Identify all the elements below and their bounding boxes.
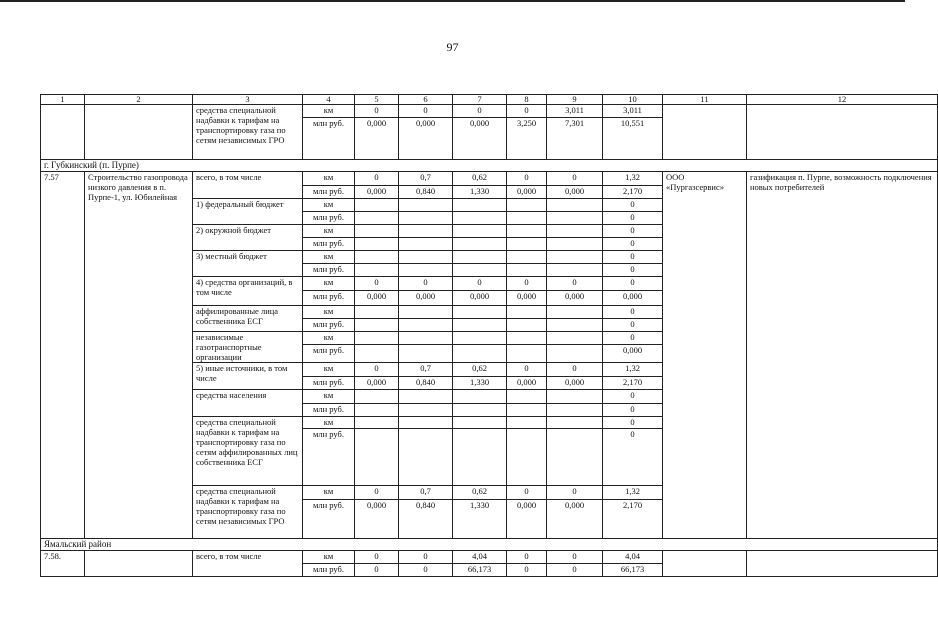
funding-source-label: средства специальной надбавки к тарифам на транспортировку газа по сетям аффилированных лиц собственника ЕСГ bbox=[193, 417, 303, 486]
funding-source-label: средства специальной надбавки к тарифам на транспортировку газа по сетям независимых ГРО bbox=[193, 486, 303, 539]
value-cell bbox=[355, 251, 399, 264]
project-title bbox=[85, 551, 193, 577]
funding-source-label: всего, в том числе bbox=[193, 172, 303, 199]
funding-source-label: независимые газотранспортные организации bbox=[193, 332, 303, 363]
unit-cell: км bbox=[303, 551, 355, 564]
value-cell: 0,62 bbox=[453, 172, 507, 186]
unit-cell: км bbox=[303, 277, 355, 291]
unit-cell: км bbox=[303, 225, 355, 238]
project-goal: газификация п. Пурпе, возможность подключения новых потребителей bbox=[747, 172, 938, 539]
value-cell: 0,000 bbox=[547, 186, 603, 199]
table-row bbox=[41, 551, 938, 564]
item-number: 7.57 bbox=[41, 172, 85, 539]
value-cell: 1,330 bbox=[453, 377, 507, 390]
value-cell: 0,000 bbox=[507, 186, 547, 199]
unit-cell: млн руб. bbox=[303, 500, 355, 539]
value-cell bbox=[453, 345, 507, 363]
top-border-line bbox=[0, 0, 905, 2]
value-cell: 0 bbox=[507, 277, 547, 291]
value-cell bbox=[399, 306, 453, 319]
value-cell: 0 bbox=[603, 238, 663, 251]
section-row bbox=[41, 160, 938, 172]
value-cell bbox=[355, 306, 399, 319]
value-cell bbox=[399, 238, 453, 251]
value-cell bbox=[547, 264, 603, 277]
value-cell: 4,04 bbox=[603, 551, 663, 564]
value-cell: 0 bbox=[355, 172, 399, 186]
column-number-6: 6 bbox=[399, 95, 453, 105]
value-cell bbox=[507, 390, 547, 404]
value-cell: 0 bbox=[453, 105, 507, 118]
unit-cell: км bbox=[303, 251, 355, 264]
value-cell: 0,000 bbox=[603, 345, 663, 363]
operator-organization bbox=[663, 551, 747, 577]
value-cell bbox=[355, 212, 399, 225]
value-cell: 2,170 bbox=[603, 377, 663, 390]
value-cell: 10,551 bbox=[603, 118, 663, 160]
value-cell bbox=[547, 251, 603, 264]
value-cell: 1,32 bbox=[603, 172, 663, 186]
value-cell: 0,000 bbox=[355, 186, 399, 199]
value-cell bbox=[507, 345, 547, 363]
column-number-10: 10 bbox=[603, 95, 663, 105]
value-cell bbox=[399, 225, 453, 238]
unit-cell: км bbox=[303, 306, 355, 319]
value-cell bbox=[453, 251, 507, 264]
value-cell: 0,840 bbox=[399, 186, 453, 199]
value-cell: 0,840 bbox=[399, 500, 453, 539]
unit-cell: млн руб. bbox=[303, 345, 355, 363]
value-cell: 2,170 bbox=[603, 500, 663, 539]
value-cell bbox=[453, 306, 507, 319]
value-cell bbox=[355, 332, 399, 345]
value-cell: 66,173 bbox=[453, 564, 507, 577]
value-cell bbox=[453, 319, 507, 332]
value-cell bbox=[355, 345, 399, 363]
value-cell: 0,000 bbox=[507, 377, 547, 390]
unit-cell: млн руб. bbox=[303, 264, 355, 277]
value-cell: 0 bbox=[603, 225, 663, 238]
value-cell bbox=[453, 238, 507, 251]
value-cell bbox=[453, 199, 507, 212]
column-number-4: 4 bbox=[303, 95, 355, 105]
empty-cell bbox=[747, 105, 938, 160]
value-cell: 0,000 bbox=[453, 291, 507, 306]
funding-source-label: аффилированные лица собственника ЕСГ bbox=[193, 306, 303, 332]
table-row bbox=[41, 105, 938, 118]
value-cell bbox=[453, 212, 507, 225]
section-row bbox=[41, 539, 938, 551]
funding-source-label: 5) иные источники, в том числе bbox=[193, 363, 303, 390]
value-cell: 0,7 bbox=[399, 363, 453, 377]
value-cell bbox=[507, 429, 547, 486]
column-number-12: 12 bbox=[747, 95, 938, 105]
value-cell bbox=[355, 225, 399, 238]
value-cell: 0 bbox=[603, 251, 663, 264]
unit-cell: км bbox=[303, 390, 355, 404]
section-title: Ямальский район bbox=[41, 539, 938, 551]
value-cell: 0,62 bbox=[453, 363, 507, 377]
value-cell: 0,840 bbox=[399, 377, 453, 390]
value-cell: 0,000 bbox=[399, 118, 453, 160]
page-number: 97 bbox=[446, 40, 459, 54]
value-cell: 3,250 bbox=[507, 118, 547, 160]
value-cell bbox=[453, 417, 507, 429]
value-cell bbox=[507, 306, 547, 319]
project-goal bbox=[747, 551, 938, 577]
value-cell bbox=[547, 429, 603, 486]
value-cell: 1,330 bbox=[453, 500, 507, 539]
value-cell: 0 bbox=[603, 212, 663, 225]
value-cell bbox=[399, 404, 453, 417]
value-cell bbox=[453, 225, 507, 238]
section-title: г. Губкинский (п. Пурпе) bbox=[41, 160, 938, 172]
value-cell bbox=[399, 319, 453, 332]
value-cell bbox=[355, 429, 399, 486]
value-cell: 0 bbox=[547, 551, 603, 564]
funding-source-label: 1) федеральный бюджет bbox=[193, 199, 303, 225]
value-cell: 1,32 bbox=[603, 363, 663, 377]
value-cell bbox=[507, 238, 547, 251]
header-row bbox=[41, 95, 938, 105]
column-number-11: 11 bbox=[663, 95, 747, 105]
value-cell bbox=[507, 212, 547, 225]
value-cell: 1,32 bbox=[603, 486, 663, 500]
value-cell: 0 bbox=[603, 319, 663, 332]
table-row bbox=[41, 172, 938, 186]
column-number-8: 8 bbox=[507, 95, 547, 105]
value-cell bbox=[547, 345, 603, 363]
unit-cell: млн руб. bbox=[303, 212, 355, 225]
value-cell bbox=[355, 404, 399, 417]
unit-cell: млн руб. bbox=[303, 186, 355, 199]
value-cell bbox=[453, 404, 507, 417]
value-cell bbox=[507, 332, 547, 345]
unit-cell: км bbox=[303, 105, 355, 118]
empty-cell bbox=[85, 105, 193, 160]
value-cell bbox=[547, 306, 603, 319]
value-cell: 0 bbox=[507, 564, 547, 577]
value-cell: 0 bbox=[399, 564, 453, 577]
value-cell: 0 bbox=[547, 172, 603, 186]
value-cell bbox=[399, 251, 453, 264]
value-cell: 0 bbox=[507, 486, 547, 500]
unit-cell: млн руб. bbox=[303, 377, 355, 390]
value-cell bbox=[547, 225, 603, 238]
unit-cell: км bbox=[303, 172, 355, 186]
column-number-1: 1 bbox=[41, 95, 85, 105]
value-cell bbox=[547, 417, 603, 429]
value-cell: 0 bbox=[603, 264, 663, 277]
value-cell bbox=[507, 264, 547, 277]
value-cell bbox=[453, 390, 507, 404]
value-cell: 0 bbox=[355, 551, 399, 564]
value-cell bbox=[507, 319, 547, 332]
value-cell: 0 bbox=[507, 105, 547, 118]
value-cell bbox=[547, 319, 603, 332]
unit-cell: км bbox=[303, 199, 355, 212]
funding-source-label: 3) местный бюджет bbox=[193, 251, 303, 277]
value-cell bbox=[547, 212, 603, 225]
value-cell bbox=[355, 199, 399, 212]
value-cell bbox=[507, 404, 547, 417]
value-cell bbox=[399, 345, 453, 363]
value-cell: 0,000 bbox=[547, 377, 603, 390]
value-cell: 2,170 bbox=[603, 186, 663, 199]
value-cell bbox=[547, 332, 603, 345]
value-cell: 0 bbox=[547, 277, 603, 291]
value-cell: 0 bbox=[603, 390, 663, 404]
empty-cell bbox=[663, 105, 747, 160]
value-cell: 0 bbox=[355, 277, 399, 291]
value-cell: 0 bbox=[355, 363, 399, 377]
item-number: 7.58. bbox=[41, 551, 85, 577]
column-number-3: 3 bbox=[193, 95, 303, 105]
unit-cell: млн руб. bbox=[303, 429, 355, 486]
value-cell: 0 bbox=[355, 105, 399, 118]
value-cell bbox=[355, 319, 399, 332]
value-cell bbox=[507, 225, 547, 238]
value-cell: 0,000 bbox=[355, 500, 399, 539]
value-cell bbox=[399, 332, 453, 345]
value-cell bbox=[355, 417, 399, 429]
value-cell: 0 bbox=[547, 564, 603, 577]
unit-cell: км bbox=[303, 417, 355, 429]
value-cell bbox=[507, 417, 547, 429]
value-cell: 0 bbox=[603, 277, 663, 291]
value-cell: 4,04 bbox=[453, 551, 507, 564]
value-cell bbox=[399, 212, 453, 225]
value-cell: 0 bbox=[603, 417, 663, 429]
unit-cell: км bbox=[303, 363, 355, 377]
unit-cell: млн руб. bbox=[303, 404, 355, 417]
column-number-7: 7 bbox=[453, 95, 507, 105]
unit-cell: млн руб. bbox=[303, 238, 355, 251]
value-cell: 0,000 bbox=[355, 291, 399, 306]
unit-cell: км bbox=[303, 332, 355, 345]
value-cell: 0,000 bbox=[603, 291, 663, 306]
value-cell: 0 bbox=[507, 551, 547, 564]
value-cell bbox=[355, 264, 399, 277]
investment-program-table bbox=[40, 94, 938, 577]
value-cell: 0,000 bbox=[547, 291, 603, 306]
funding-source-label: средства населения bbox=[193, 390, 303, 417]
value-cell: 7,301 bbox=[547, 118, 603, 160]
value-cell bbox=[507, 251, 547, 264]
value-cell bbox=[453, 429, 507, 486]
value-cell bbox=[507, 199, 547, 212]
value-cell: 0 bbox=[399, 105, 453, 118]
value-cell: 0 bbox=[547, 363, 603, 377]
unit-cell: млн руб. bbox=[303, 118, 355, 160]
value-cell: 0 bbox=[507, 363, 547, 377]
value-cell: 0 bbox=[399, 551, 453, 564]
value-cell: 0,000 bbox=[453, 118, 507, 160]
value-cell: 0 bbox=[603, 429, 663, 486]
column-number-5: 5 bbox=[355, 95, 399, 105]
value-cell: 0 bbox=[603, 404, 663, 417]
value-cell: 0 bbox=[355, 486, 399, 500]
value-cell: 3,011 bbox=[547, 105, 603, 118]
value-cell bbox=[399, 264, 453, 277]
value-cell: 0 bbox=[603, 306, 663, 319]
unit-cell: млн руб. bbox=[303, 564, 355, 577]
value-cell: 0 bbox=[355, 564, 399, 577]
value-cell: 0 bbox=[453, 277, 507, 291]
funding-source-label: средства специальной надбавки к тарифам на транспортировку газа по сетям независимых ГРО bbox=[193, 105, 303, 160]
funding-source-label: 4) средства организаций, в том числе bbox=[193, 277, 303, 306]
value-cell: 66,173 bbox=[603, 564, 663, 577]
unit-cell: млн руб. bbox=[303, 319, 355, 332]
operator-organization: ООО «Пургазсервис» bbox=[663, 172, 747, 539]
unit-cell: млн руб. bbox=[303, 291, 355, 306]
value-cell: 0,000 bbox=[507, 500, 547, 539]
value-cell bbox=[355, 238, 399, 251]
value-cell: 0,000 bbox=[355, 377, 399, 390]
value-cell: 3,011 bbox=[603, 105, 663, 118]
empty-cell bbox=[41, 105, 85, 160]
value-cell: 0,000 bbox=[507, 291, 547, 306]
value-cell: 0,62 bbox=[453, 486, 507, 500]
value-cell: 0 bbox=[507, 172, 547, 186]
value-cell bbox=[399, 417, 453, 429]
funding-source-label: всего, в том числе bbox=[193, 551, 303, 577]
unit-cell: км bbox=[303, 486, 355, 500]
value-cell bbox=[547, 404, 603, 417]
value-cell bbox=[547, 199, 603, 212]
value-cell bbox=[547, 238, 603, 251]
value-cell: 0,7 bbox=[399, 172, 453, 186]
value-cell bbox=[547, 390, 603, 404]
value-cell: 0 bbox=[603, 199, 663, 212]
value-cell: 0,7 bbox=[399, 486, 453, 500]
value-cell: 0 bbox=[399, 277, 453, 291]
value-cell bbox=[399, 429, 453, 486]
column-number-2: 2 bbox=[85, 95, 193, 105]
column-number-9: 9 bbox=[547, 95, 603, 105]
value-cell bbox=[453, 264, 507, 277]
project-title: Строительство газопровода низкого давления в п. Пурпе-1, ул. Юбилейная bbox=[85, 172, 193, 539]
value-cell: 0 bbox=[603, 332, 663, 345]
funding-source-label: 2) окружной бюджет bbox=[193, 225, 303, 251]
value-cell: 0,000 bbox=[399, 291, 453, 306]
value-cell bbox=[399, 390, 453, 404]
value-cell: 1,330 bbox=[453, 186, 507, 199]
value-cell bbox=[453, 332, 507, 345]
value-cell bbox=[355, 390, 399, 404]
value-cell bbox=[399, 199, 453, 212]
value-cell: 0 bbox=[547, 486, 603, 500]
value-cell: 0,000 bbox=[355, 118, 399, 160]
value-cell: 0,000 bbox=[547, 500, 603, 539]
